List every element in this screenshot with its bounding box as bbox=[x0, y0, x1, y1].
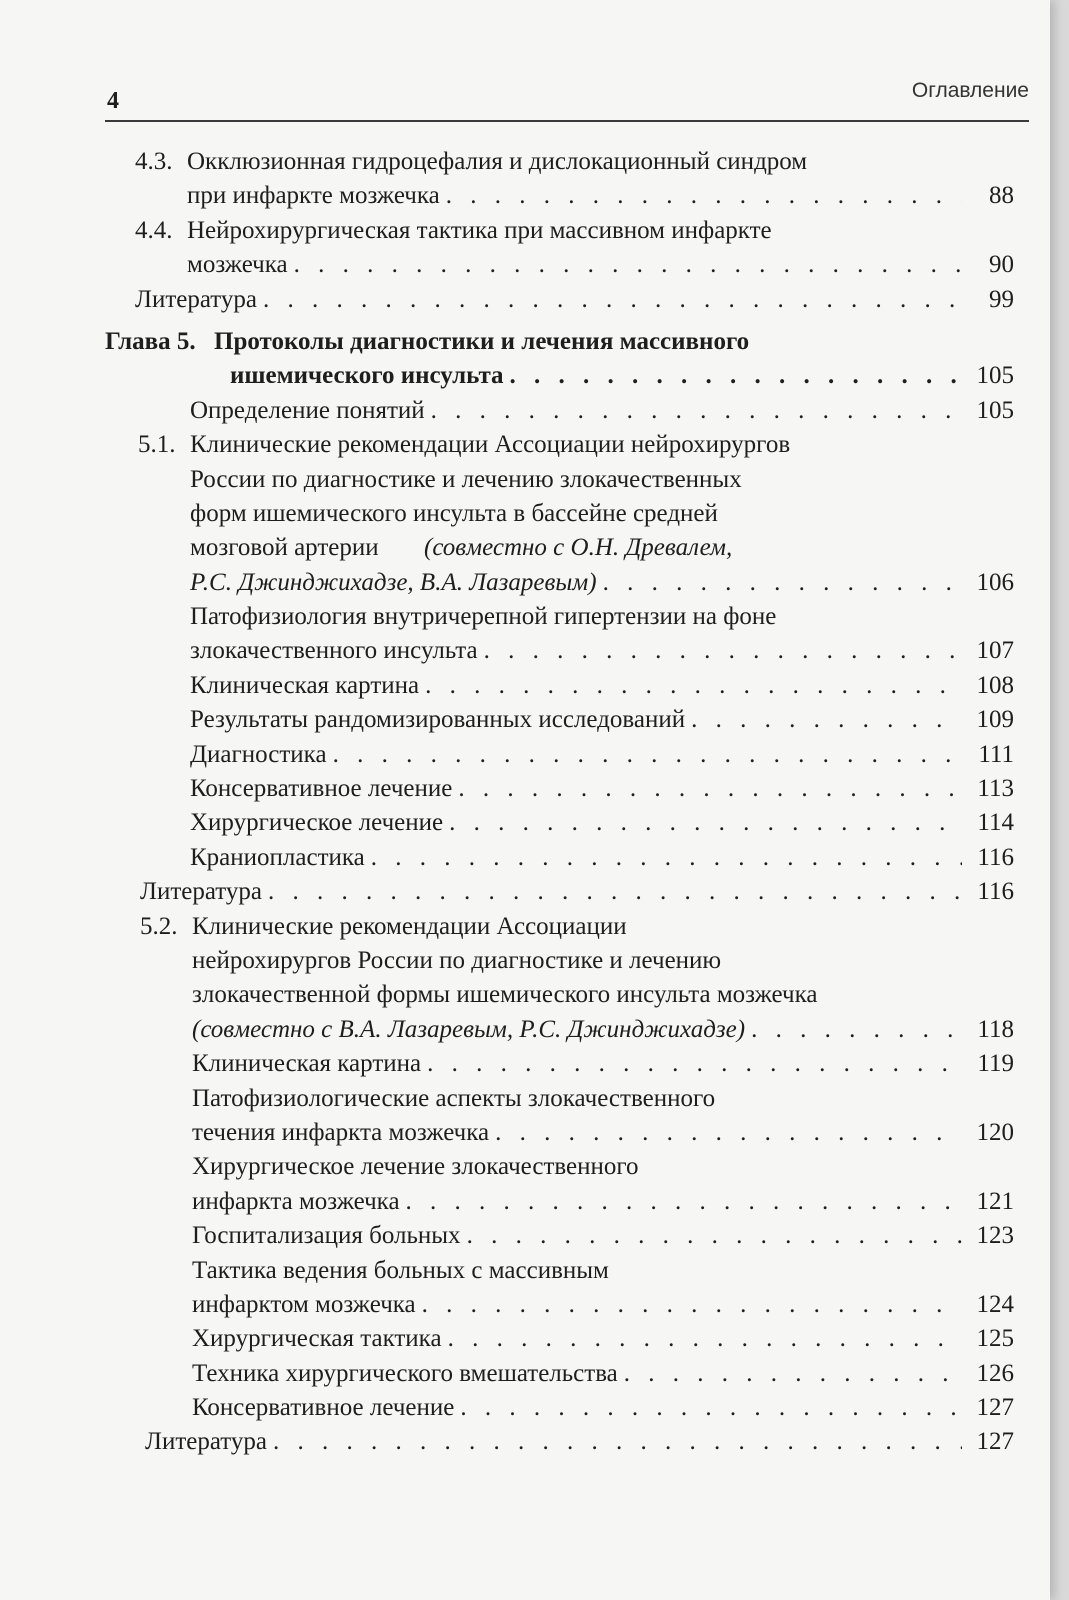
coauthors: (совместно с О.Н. Древалем, bbox=[424, 534, 733, 562]
page-number: 4 bbox=[107, 88, 119, 114]
toc-entry-4-3[interactable] bbox=[0, 145, 1050, 214]
toc-entry-management-tactics[interactable] bbox=[0, 1254, 1050, 1323]
page-ref: 114 bbox=[977, 809, 1014, 837]
entry-title-line: инфаркта мозжечка bbox=[192, 1187, 400, 1215]
page-ref: 118 bbox=[977, 1015, 1014, 1043]
toc-entry-references-5-1[interactable] bbox=[0, 875, 1050, 909]
toc-entry-5-2[interactable] bbox=[0, 910, 1050, 1048]
section-number: 4.3. bbox=[135, 148, 173, 175]
entry-title: Диагностика bbox=[190, 740, 327, 768]
toc-entry-pathophysiology-icp[interactable] bbox=[0, 600, 1050, 669]
entry-title-line: при инфаркте мозжечка bbox=[187, 182, 440, 210]
dot-leader bbox=[448, 1322, 962, 1356]
entry-title-line: течения инфаркта мозжечка bbox=[192, 1118, 490, 1146]
toc-entry-references-ch4[interactable] bbox=[0, 283, 1050, 317]
dot-leader bbox=[333, 738, 962, 772]
toc-entry-surgical-tactics[interactable] bbox=[0, 1322, 1050, 1356]
page-ref: 124 bbox=[976, 1290, 1014, 1318]
toc-entry-4-4[interactable] bbox=[0, 214, 1050, 283]
section-number: 5.2. bbox=[140, 912, 178, 940]
entry-title-line: злокачественной формы ишемического инсульта мозжечка bbox=[192, 981, 818, 1009]
entry-title-line: злокачественного инсульта bbox=[190, 637, 478, 665]
dot-leader bbox=[460, 1391, 962, 1425]
page-ref: 109 bbox=[976, 706, 1014, 734]
entry-title: Госпитализация больных bbox=[192, 1222, 461, 1250]
dot-leader bbox=[751, 1013, 962, 1047]
entry-title-line: нейрохирургов России по диагностике и лечению bbox=[192, 946, 722, 974]
dot-leader bbox=[484, 634, 962, 668]
entry-title: Результаты рандомизированных исследований bbox=[190, 706, 686, 734]
dot-leader bbox=[422, 1288, 962, 1322]
page-ref: 106 bbox=[976, 568, 1014, 596]
dot-leader bbox=[495, 1116, 962, 1150]
page-ref: 125 bbox=[976, 1325, 1014, 1353]
page-ref: 126 bbox=[976, 1359, 1014, 1387]
dot-leader bbox=[268, 875, 962, 909]
page-ref: 121 bbox=[976, 1187, 1014, 1215]
page-ref: 108 bbox=[976, 671, 1014, 699]
entry-title-line: Окклюзионная гидроцефалия и дислокационный синдром bbox=[187, 148, 808, 175]
dot-leader bbox=[446, 179, 962, 213]
page-ref: 127 bbox=[976, 1428, 1014, 1456]
entry-title: Литература bbox=[145, 1428, 267, 1456]
entry-title: Хирургическое лечение bbox=[190, 809, 444, 837]
entry-title: Литература bbox=[140, 878, 262, 906]
chapter-label: Глава 5. bbox=[105, 327, 196, 355]
toc-entry-rct-results[interactable] bbox=[0, 703, 1050, 737]
dot-leader bbox=[458, 772, 962, 806]
entry-title-line: Патофизиологические аспекты злокачественного bbox=[192, 1084, 716, 1112]
page-ref: 105 bbox=[976, 362, 1014, 390]
dot-leader bbox=[449, 806, 962, 840]
toc-entry-diagnostics[interactable] bbox=[0, 738, 1050, 772]
toc-entry-surgical-technique[interactable] bbox=[0, 1357, 1050, 1391]
entry-title: Консервативное лечение bbox=[190, 775, 453, 803]
entry-title-line: Нейрохирургическая тактика при массивном инфаркте bbox=[187, 216, 772, 244]
running-title: Оглавление bbox=[911, 79, 1029, 102]
toc-entry-references-5-2[interactable] bbox=[0, 1425, 1050, 1459]
dot-leader bbox=[467, 1219, 962, 1253]
dot-leader bbox=[294, 248, 962, 282]
toc-entry-conservative-treatment-2[interactable] bbox=[0, 1391, 1050, 1425]
dot-leader bbox=[427, 1047, 962, 1081]
toc-entry-hospitalization[interactable] bbox=[0, 1219, 1050, 1253]
page-ref: 113 bbox=[977, 775, 1014, 803]
entry-title-line: Патофизиология внутричерепной гипертензии на фоне bbox=[190, 603, 777, 631]
page-ref: 116 bbox=[977, 843, 1014, 871]
chapter-title-line: ишемического инсульта bbox=[230, 362, 504, 390]
toc-entry-conservative-treatment[interactable] bbox=[0, 772, 1050, 806]
dot-leader bbox=[263, 283, 962, 317]
page-ref: 105 bbox=[976, 396, 1014, 424]
entry-title: Определение понятий bbox=[190, 396, 425, 424]
dot-leader bbox=[425, 669, 962, 703]
entry-title-line: мозговой артерии bbox=[190, 534, 379, 562]
entry-title-line: Клинические рекомендации Ассоциации нейрохирургов bbox=[190, 431, 791, 459]
entry-title: Клиническая картина bbox=[192, 1050, 422, 1078]
entry-title-line: мозжечка bbox=[187, 251, 288, 279]
entry-title-line: России по диагностике и лечению злокачественных bbox=[190, 465, 742, 493]
page-ref: 99 bbox=[989, 285, 1014, 313]
toc-entry-clinical-picture[interactable] bbox=[0, 669, 1050, 703]
page-ref: 90 bbox=[989, 251, 1014, 279]
page-ref: 116 bbox=[977, 878, 1014, 906]
entry-title-line: Хирургическое лечение злокачественного bbox=[192, 1153, 639, 1181]
entry-title: Техника хирургического вмешательства bbox=[192, 1359, 618, 1387]
page-ref: 123 bbox=[976, 1222, 1014, 1250]
entry-title: Консервативное лечение bbox=[192, 1394, 455, 1422]
section-number: 4.4. bbox=[135, 216, 173, 244]
dot-leader bbox=[510, 359, 962, 393]
dot-leader bbox=[603, 566, 962, 600]
page-ref: 88 bbox=[989, 182, 1014, 210]
chapter-title-line: Протоколы диагностики и лечения массивного bbox=[214, 327, 750, 355]
toc-entry-clinical-picture-2[interactable] bbox=[0, 1047, 1050, 1081]
dot-leader bbox=[431, 394, 962, 428]
page-ref: 107 bbox=[976, 637, 1014, 665]
dot-leader bbox=[624, 1357, 962, 1391]
dot-leader bbox=[371, 841, 962, 875]
entry-title-line: инфарктом мозжечка bbox=[192, 1290, 416, 1318]
toc-entry-surgical-treatment-cerebellar[interactable] bbox=[0, 1150, 1050, 1219]
page-ref: 111 bbox=[978, 740, 1014, 768]
entry-title: Клиническая картина bbox=[190, 671, 420, 699]
entry-title-line: Тактика ведения больных с массивным bbox=[192, 1256, 609, 1284]
toc-entry-5-1[interactable] bbox=[0, 428, 1050, 600]
page-ref: 120 bbox=[976, 1118, 1014, 1146]
coauthors: Р.С. Джинджихадзе, В.А. Лазаревым) bbox=[190, 568, 597, 596]
dot-leader bbox=[406, 1185, 962, 1219]
coauthors: (совместно с В.А. Лазаревым, Р.С. Джинджихадзе) bbox=[192, 1015, 746, 1043]
entry-title-line: форм ишемического инсульта в бассейне средней bbox=[190, 499, 718, 527]
page-header bbox=[105, 70, 1029, 122]
section-number: 5.1. bbox=[138, 431, 176, 459]
toc-entry-surgical-treatment[interactable] bbox=[0, 806, 1050, 840]
dot-leader bbox=[273, 1425, 962, 1459]
page-ref: 119 bbox=[977, 1050, 1014, 1078]
entry-title: Литература bbox=[135, 285, 257, 313]
toc-entry-definitions[interactable] bbox=[0, 394, 1050, 428]
entry-title-line: Клинические рекомендации Ассоциации bbox=[192, 912, 627, 940]
toc-entry-cranioplasty[interactable] bbox=[0, 841, 1050, 875]
toc-entry-pathophysiology-cerebellar[interactable] bbox=[0, 1082, 1050, 1151]
dot-leader bbox=[691, 703, 962, 737]
page-ref: 127 bbox=[976, 1394, 1014, 1422]
entry-title: Хирургическая тактика bbox=[192, 1325, 442, 1353]
entry-title: Краниопластика bbox=[190, 843, 365, 871]
toc-chapter-5[interactable] bbox=[0, 325, 1050, 394]
table-of-contents bbox=[0, 145, 1050, 1460]
